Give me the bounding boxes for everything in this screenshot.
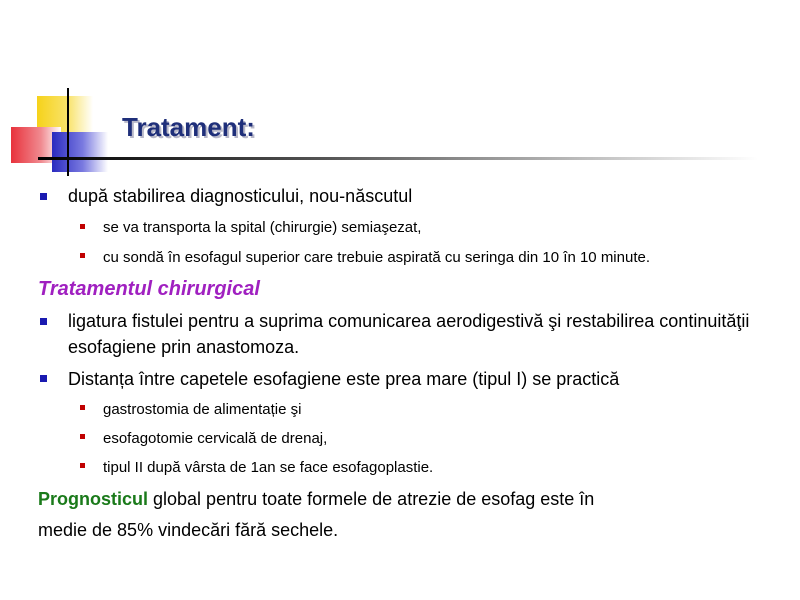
prognostic-paragraph-continuation: medie de 85% vindecări fără sechele. <box>38 520 339 540</box>
prognostic-paragraph <box>38 489 594 510</box>
slide-title: Tratament: <box>122 112 255 142</box>
sub-bullet-marker <box>80 224 85 229</box>
bullet-marker <box>40 375 47 382</box>
bullet-text: după stabilirea diagnosticului, nou-născutul <box>68 186 413 206</box>
sub-bullet-text: se va transporta la spital (chirurgie) semiaşezat, <box>103 219 422 236</box>
blue-square-decoration <box>52 132 108 172</box>
sub-bullet-marker <box>80 253 85 258</box>
sub-bullet-text: tipul II după vârsta de 1an se face esofagoplastie. <box>103 459 434 476</box>
sub-bullet-text: esofagotomie cervicală de drenaj, <box>103 430 328 447</box>
title-underline <box>38 157 758 160</box>
prognostic-label: Prognosticul <box>38 489 149 509</box>
section-heading: Tratamentul chirurgical <box>38 278 260 300</box>
bullet-text: ligatura fistulei pentru a suprima comunicarea aerodigestivă şi restabilirea continuităţii <box>68 311 750 331</box>
sub-bullet-marker <box>80 405 85 410</box>
prognostic-text: global pentru toate formele de atrezie de esofag este în <box>148 489 595 509</box>
bullet-text: Distanța între capetele esofagiene este prea mare (tipul I) se practică <box>68 369 620 389</box>
sub-bullet-marker <box>80 434 85 439</box>
bullet-marker <box>40 318 47 325</box>
bullet-text-continuation: esofagiene prin anastomoza. <box>68 337 300 357</box>
bullet-marker <box>40 193 47 200</box>
sub-bullet-text: cu sondă în esofagul superior care trebuie aspirată cu seringa din 10 în 10 minute. <box>103 249 651 266</box>
sub-bullet-text: gastrostomia de alimentație şi <box>103 401 302 418</box>
sub-bullet-marker <box>80 463 85 468</box>
vertical-rule <box>67 88 69 176</box>
